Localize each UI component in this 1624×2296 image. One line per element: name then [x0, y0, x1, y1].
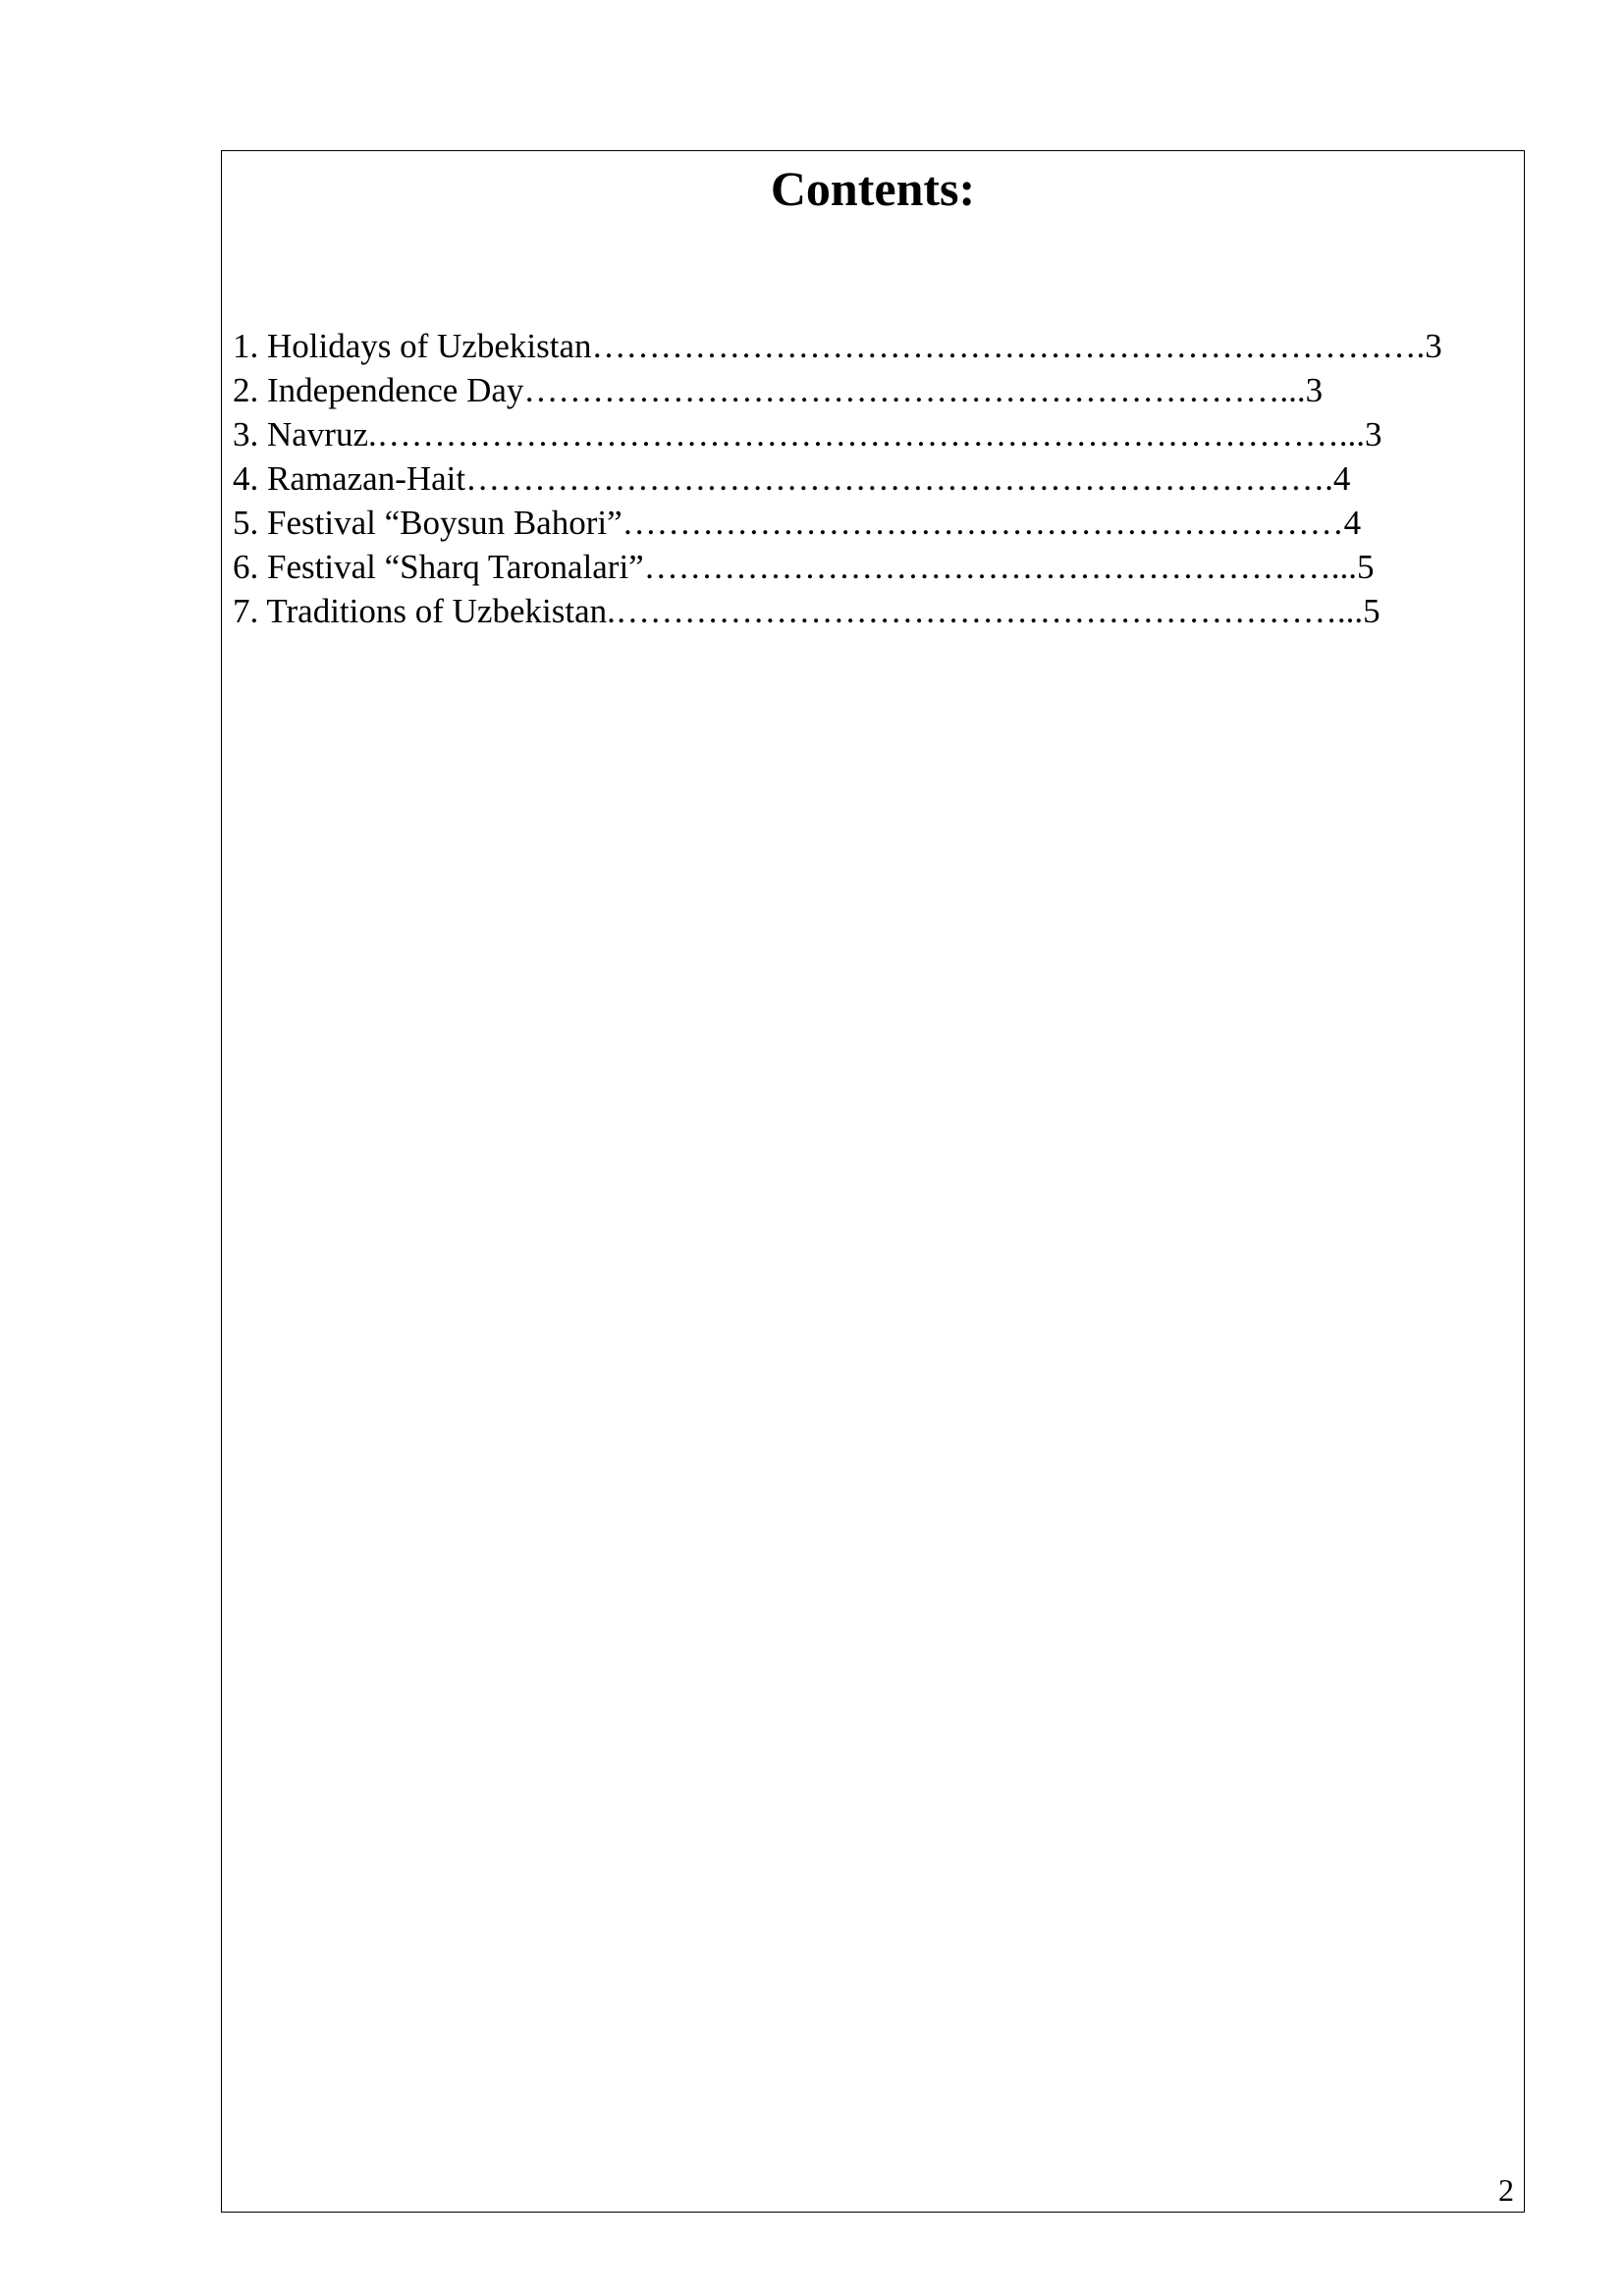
toc-entry[interactable]: 1. Holidays of Uzbekistan……………………………………………………………….3 [233, 327, 1442, 365]
toc-entry[interactable]: 3. Navruz.…………………………………………………………………………...3 [233, 415, 1382, 454]
table-of-contents [233, 324, 1442, 633]
page-frame [221, 150, 1525, 2213]
toc-entry[interactable]: 6. Festival “Sharq Taronalari”……………………………………………………...5 [233, 548, 1375, 586]
toc-entry[interactable]: 4. Ramazan-Hait………………………………………………………………….4 [233, 459, 1351, 498]
toc-entry[interactable]: 7. Traditions of Uzbekistan.………………………………………………………...5 [233, 592, 1380, 630]
toc-entry[interactable]: 5. Festival “Boysun Bahori”………………………………………………………4 [233, 504, 1362, 542]
contents-title: Contents: [770, 161, 976, 216]
toc-entry[interactable]: 2. Independence Day…………………………………………………………...3 [233, 371, 1324, 409]
page-number: 2 [1498, 2172, 1514, 2208]
